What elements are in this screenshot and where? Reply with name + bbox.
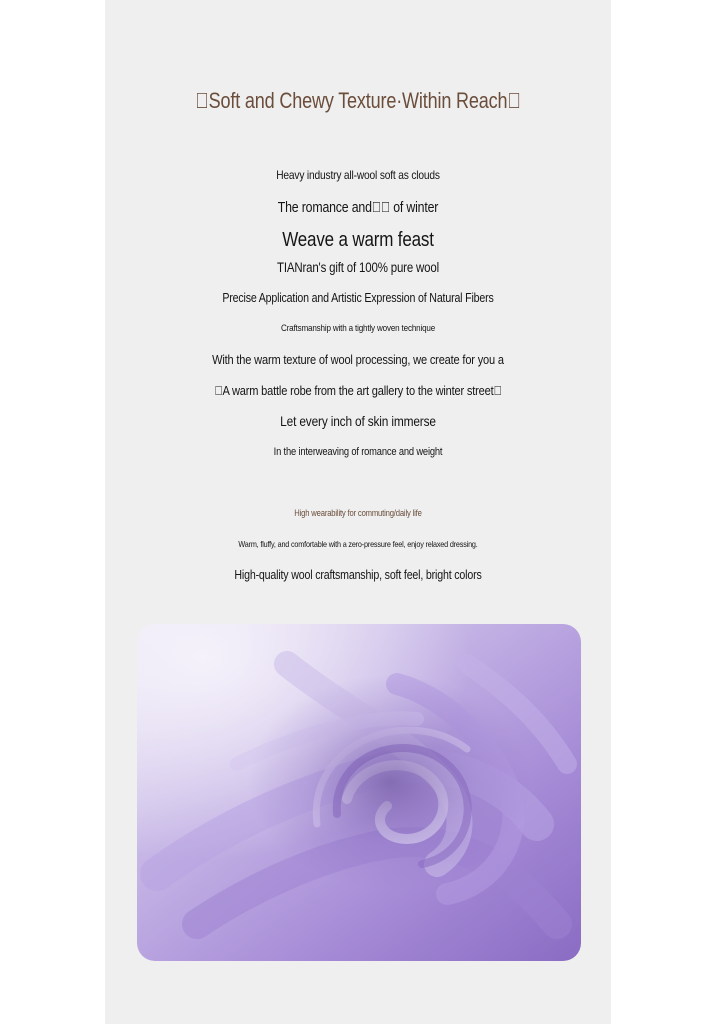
story-line-7: With the warm texture of wool processing, we create for you a (212, 352, 504, 367)
wool-fabric-photo (137, 624, 581, 961)
feature-line-2: High-quality wool craftsmanship, soft feel, bright colors (234, 568, 482, 582)
story-line-1: Heavy industry all-wool soft as clouds (276, 168, 440, 182)
story-line-9: Let every inch of skin immerse (280, 413, 436, 429)
section-title:  Soft and Chewy Texture·Within Reach  (195, 88, 521, 113)
story-line-6: Craftsmanship with a tightly woven technique (280, 323, 436, 334)
story-line-8:  A warm battle robe from the art gallery to the winter street  (214, 383, 502, 398)
feature-line-1: Warm, fluffy, and comfortable with a zero-pressure feel, enjoy relaxed dressing. (238, 539, 478, 549)
story-line-4: TIANran's gift of 100% pure wool (277, 260, 439, 275)
story-line-2: The romance and   of winter (277, 200, 439, 216)
story-line-10: In the interweaving of romance and weight (273, 446, 443, 458)
story-line-3: Weave a warm feast (282, 229, 434, 251)
story-line-5: Precise Application and Artistic Expression of Natural Fibers (222, 291, 494, 305)
feature-subtitle: High wearability for commuting/daily life (294, 508, 422, 518)
